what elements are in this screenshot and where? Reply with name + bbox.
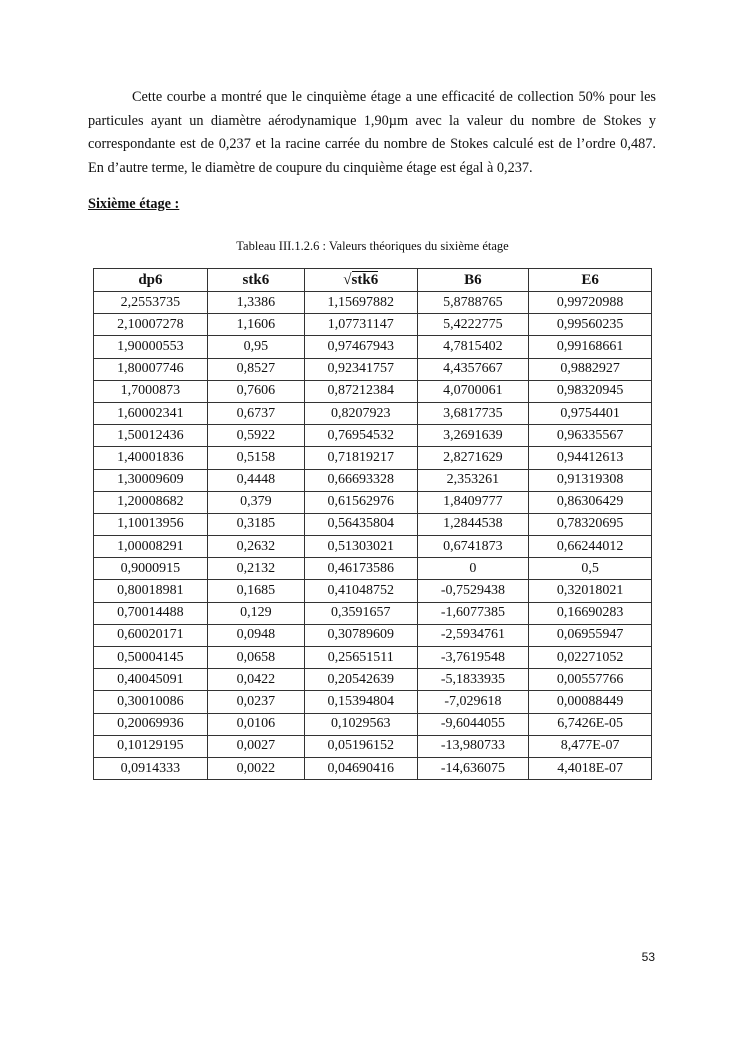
- header-e6: E6: [529, 269, 652, 292]
- cell-dp6: 0,80018981: [94, 580, 208, 602]
- cell-b6: -9,6044055: [417, 713, 529, 735]
- paragraph-text: Cette courbe a montré que le cinquième étage a une efficacité de collection 50% pour les particules ayant un diamètre aérodynamique 1,90µm avec la valeur du nombre de Stokes y correspondante est de 0,237 et la racine carrée du nombre de Stokes calculé est de l’ordre 0,487. En d’autre terme, le diamètre de coupure du cinquième étage est égal à 0,237.: [88, 89, 656, 176]
- table-row: [94, 536, 652, 558]
- cell-b6: -3,7619548: [417, 647, 529, 669]
- cell-stk6: 0,0422: [207, 669, 304, 691]
- table-row: [94, 380, 652, 402]
- cell-e6: 0,00088449: [529, 691, 652, 713]
- table-row: [94, 513, 652, 535]
- cell-e6: 0,91319308: [529, 469, 652, 491]
- cell-sqrt-stk6: 0,97467943: [304, 336, 417, 358]
- cell-b6: -14,636075: [417, 757, 529, 779]
- cell-e6: 0,98320945: [529, 380, 652, 402]
- cell-stk6: 0,0106: [207, 713, 304, 735]
- table-row: [94, 602, 652, 624]
- header-b6: B6: [417, 269, 529, 292]
- cell-stk6: 0,0658: [207, 647, 304, 669]
- table-body: [94, 292, 652, 780]
- cell-dp6: 1,40001836: [94, 447, 208, 469]
- cell-b6: 5,4222775: [417, 314, 529, 336]
- table-row: [94, 336, 652, 358]
- cell-e6: 0,99560235: [529, 314, 652, 336]
- table-row: [94, 292, 652, 314]
- cell-sqrt-stk6: 0,04690416: [304, 757, 417, 779]
- cell-b6: 2,8271629: [417, 447, 529, 469]
- cell-e6: 0,9882927: [529, 358, 652, 380]
- cell-e6: 0,99168661: [529, 336, 652, 358]
- cell-b6: 1,2844538: [417, 513, 529, 535]
- cell-stk6: 0,5158: [207, 447, 304, 469]
- cell-stk6: 0,7606: [207, 380, 304, 402]
- cell-e6: 0,66244012: [529, 536, 652, 558]
- table-row: [94, 358, 652, 380]
- cell-sqrt-stk6: 0,66693328: [304, 469, 417, 491]
- cell-sqrt-stk6: 0,30789609: [304, 624, 417, 646]
- cell-e6: 0,99720988: [529, 292, 652, 314]
- cell-stk6: 0,4448: [207, 469, 304, 491]
- cell-b6: 4,7815402: [417, 336, 529, 358]
- header-sqrt-stk6: [304, 269, 417, 292]
- cell-dp6: 2,10007278: [94, 314, 208, 336]
- cell-sqrt-stk6: 0,56435804: [304, 513, 417, 535]
- cell-stk6: 0,0237: [207, 691, 304, 713]
- sqrt-icon: √: [343, 271, 352, 288]
- cell-b6: -5,1833935: [417, 669, 529, 691]
- cell-stk6: 0,8527: [207, 358, 304, 380]
- cell-stk6: 0,0948: [207, 624, 304, 646]
- cell-e6: 0,16690283: [529, 602, 652, 624]
- cell-dp6: 0,9000915: [94, 558, 208, 580]
- header-stk6: stk6: [207, 269, 304, 292]
- cell-b6: -0,7529438: [417, 580, 529, 602]
- cell-sqrt-stk6: 0,25651511: [304, 647, 417, 669]
- cell-b6: 5,8788765: [417, 292, 529, 314]
- cell-sqrt-stk6: 0,71819217: [304, 447, 417, 469]
- cell-e6: 0,32018021: [529, 580, 652, 602]
- cell-b6: 4,4357667: [417, 358, 529, 380]
- cell-b6: -13,980733: [417, 735, 529, 757]
- cell-stk6: 0,3185: [207, 513, 304, 535]
- table-row: [94, 447, 652, 469]
- cell-b6: -1,6077385: [417, 602, 529, 624]
- cell-dp6: 1,10013956: [94, 513, 208, 535]
- table-caption: Tableau III.1.2.6 : Valeurs théoriques du sixième étage: [236, 239, 509, 253]
- table-row: [94, 757, 652, 779]
- cell-dp6: 1,60002341: [94, 402, 208, 424]
- table-row: [94, 314, 652, 336]
- cell-dp6: 0,30010086: [94, 691, 208, 713]
- table-header-row: [94, 269, 652, 292]
- cell-b6: -7,029618: [417, 691, 529, 713]
- cell-dp6: 0,70014488: [94, 602, 208, 624]
- table-row: [94, 491, 652, 513]
- sqrt-expression: [343, 272, 378, 289]
- cell-stk6: 0,1685: [207, 580, 304, 602]
- table-row: [94, 558, 652, 580]
- cell-sqrt-stk6: 0,87212384: [304, 380, 417, 402]
- cell-sqrt-stk6: 0,92341757: [304, 358, 417, 380]
- table-row: [94, 402, 652, 424]
- cell-sqrt-stk6: 0,46173586: [304, 558, 417, 580]
- cell-dp6: 0,20069936: [94, 713, 208, 735]
- table-row: [94, 669, 652, 691]
- cell-dp6: 1,7000873: [94, 380, 208, 402]
- page-number: 53: [641, 950, 655, 964]
- cell-sqrt-stk6: 1,15697882: [304, 292, 417, 314]
- cell-e6: 0,9754401: [529, 402, 652, 424]
- cell-sqrt-stk6: 0,1029563: [304, 713, 417, 735]
- cell-b6: 0,6741873: [417, 536, 529, 558]
- cell-sqrt-stk6: 1,07731147: [304, 314, 417, 336]
- cell-stk6: 0,2632: [207, 536, 304, 558]
- cell-stk6: 0,379: [207, 491, 304, 513]
- cell-stk6: 0,129: [207, 602, 304, 624]
- values-table: [93, 268, 652, 780]
- cell-sqrt-stk6: 0,51303021: [304, 536, 417, 558]
- cell-dp6: 2,2553735: [94, 292, 208, 314]
- section-title: Sixième étage :: [88, 196, 180, 212]
- cell-sqrt-stk6: 0,05196152: [304, 735, 417, 757]
- table-row: [94, 713, 652, 735]
- cell-e6: 0,00557766: [529, 669, 652, 691]
- table-row: [94, 735, 652, 757]
- cell-dp6: 1,90000553: [94, 336, 208, 358]
- sqrt-radicand: stk6: [351, 271, 379, 288]
- cell-b6: 1,8409777: [417, 491, 529, 513]
- cell-dp6: 1,80007746: [94, 358, 208, 380]
- cell-dp6: 0,40045091: [94, 669, 208, 691]
- cell-b6: 3,6817735: [417, 402, 529, 424]
- cell-sqrt-stk6: 0,41048752: [304, 580, 417, 602]
- cell-sqrt-stk6: 0,15394804: [304, 691, 417, 713]
- cell-b6: 3,2691639: [417, 425, 529, 447]
- cell-e6: 4,4018E-07: [529, 757, 652, 779]
- cell-e6: 0,96335567: [529, 425, 652, 447]
- cell-sqrt-stk6: 0,20542639: [304, 669, 417, 691]
- cell-stk6: 0,0027: [207, 735, 304, 757]
- cell-e6: 0,02271052: [529, 647, 652, 669]
- cell-b6: 0: [417, 558, 529, 580]
- cell-dp6: 0,60020171: [94, 624, 208, 646]
- cell-b6: 2,353261: [417, 469, 529, 491]
- cell-stk6: 1,3386: [207, 292, 304, 314]
- table-row: [94, 469, 652, 491]
- cell-e6: 0,86306429: [529, 491, 652, 513]
- cell-b6: -2,5934761: [417, 624, 529, 646]
- header-dp6: dp6: [94, 269, 208, 292]
- cell-stk6: 0,95: [207, 336, 304, 358]
- cell-sqrt-stk6: 0,76954532: [304, 425, 417, 447]
- table-row: [94, 580, 652, 602]
- cell-dp6: 0,50004145: [94, 647, 208, 669]
- cell-dp6: 1,50012436: [94, 425, 208, 447]
- cell-sqrt-stk6: 0,61562976: [304, 491, 417, 513]
- cell-stk6: 0,0022: [207, 757, 304, 779]
- cell-dp6: 1,00008291: [94, 536, 208, 558]
- table-row: [94, 425, 652, 447]
- cell-stk6: 0,5922: [207, 425, 304, 447]
- cell-dp6: 1,30009609: [94, 469, 208, 491]
- cell-e6: 0,5: [529, 558, 652, 580]
- body-paragraph: [88, 86, 656, 180]
- cell-e6: 0,06955947: [529, 624, 652, 646]
- table-row: [94, 647, 652, 669]
- cell-dp6: 1,20008682: [94, 491, 208, 513]
- cell-stk6: 0,2132: [207, 558, 304, 580]
- table-row: [94, 691, 652, 713]
- cell-e6: 6,7426E-05: [529, 713, 652, 735]
- cell-e6: 0,94412613: [529, 447, 652, 469]
- cell-e6: 8,477E-07: [529, 735, 652, 757]
- cell-sqrt-stk6: 0,3591657: [304, 602, 417, 624]
- cell-dp6: 0,10129195: [94, 735, 208, 757]
- cell-stk6: 0,6737: [207, 402, 304, 424]
- cell-dp6: 0,0914333: [94, 757, 208, 779]
- cell-sqrt-stk6: 0,8207923: [304, 402, 417, 424]
- table-row: [94, 624, 652, 646]
- cell-stk6: 1,1606: [207, 314, 304, 336]
- cell-b6: 4,0700061: [417, 380, 529, 402]
- cell-e6: 0,78320695: [529, 513, 652, 535]
